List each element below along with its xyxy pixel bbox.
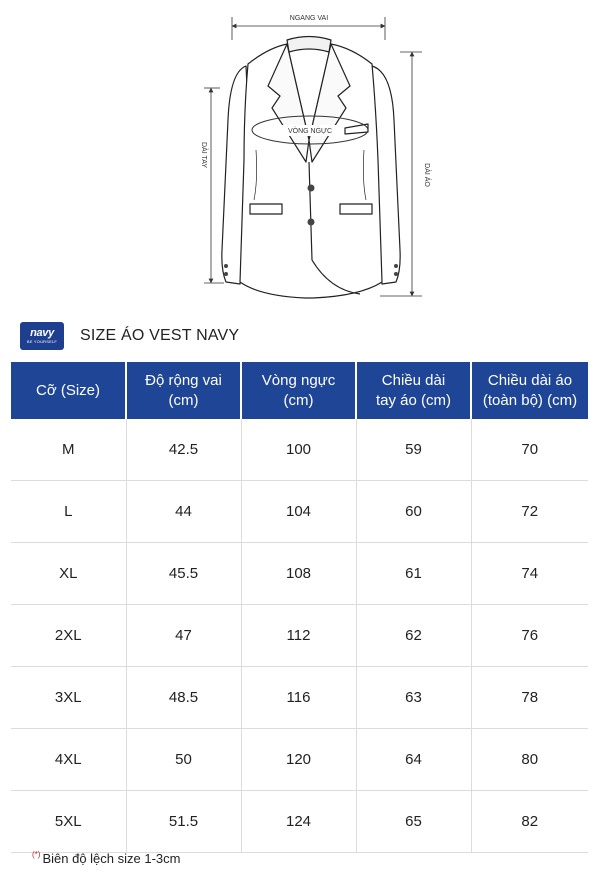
cell-chest: 120 xyxy=(241,729,356,791)
cell-length: 70 xyxy=(521,441,539,458)
cell-size: 2XL xyxy=(11,605,126,667)
header-length-line1: Chiều dài áo xyxy=(487,371,573,389)
sleeve-length-arrow xyxy=(204,88,224,283)
cell-sleeve: 65 xyxy=(356,791,471,853)
header-chest xyxy=(241,362,356,419)
cell-chest: 108 xyxy=(241,543,356,605)
header-size xyxy=(11,362,126,419)
cell-sleeve: 62 xyxy=(356,605,471,667)
cell-shoulder: 45.5 xyxy=(126,543,241,605)
cell-size: L xyxy=(11,481,126,543)
cell-shoulder: 50 xyxy=(126,729,241,791)
header-chest-line1: Vòng ngực xyxy=(261,371,336,389)
cell-chest: 100 xyxy=(241,419,356,481)
header-sleeve-line2: tay áo (cm) xyxy=(375,391,451,409)
shoulder-width-label: NGANG VAI xyxy=(289,15,329,22)
cell-chest: 104 xyxy=(241,481,356,543)
header-sleeve xyxy=(356,362,471,419)
footnote-marker: (*) xyxy=(32,850,41,859)
cell-sleeve: 63 xyxy=(356,667,471,729)
header-shoulder-line1: Độ rộng vai xyxy=(145,371,222,389)
vest-illustration xyxy=(222,37,400,299)
logo-slogan: BE YOURSELF xyxy=(26,339,58,344)
table-row xyxy=(11,419,588,481)
cell-shoulder: 44 xyxy=(126,481,241,543)
cell-shoulder: 42.5 xyxy=(126,419,241,481)
cell-chest: 116 xyxy=(241,667,356,729)
table-row xyxy=(11,729,588,791)
brand-heading xyxy=(20,320,580,352)
cell-length: 76 xyxy=(471,605,588,667)
cell-shoulder: 51.5 xyxy=(126,791,241,853)
table-row xyxy=(11,481,588,543)
cell-size: 4XL xyxy=(11,729,126,791)
header-sleeve-line1: Chiều dài xyxy=(381,371,446,389)
cell-shoulder: 47 xyxy=(126,605,241,667)
cell-size: XL xyxy=(11,543,126,605)
table-row xyxy=(11,791,588,853)
logo-wordmark: navy xyxy=(30,327,54,339)
cell-length: 78 xyxy=(471,667,588,729)
cell-length: 74 xyxy=(471,543,588,605)
cell-length: 80 xyxy=(471,729,588,791)
cell-size: M xyxy=(11,419,126,481)
table-row xyxy=(11,605,588,667)
cell-size: 3XL xyxy=(11,667,126,729)
navy-logo xyxy=(20,322,64,350)
cell-sleeve: 61 xyxy=(356,543,471,605)
header-length-line2: (toàn bộ) (cm) xyxy=(482,391,578,409)
table-header-row xyxy=(11,362,588,419)
cell-length: 82 xyxy=(471,791,588,853)
header-length xyxy=(471,362,588,419)
cell-length: 72 xyxy=(471,481,588,543)
sleeve-length-label: DÀI TAY xyxy=(200,141,207,169)
footnote-text: Biên độ lệch size 1-3cm xyxy=(42,851,181,866)
vest-measurement-diagram xyxy=(0,0,600,310)
size-table xyxy=(11,362,588,853)
cell-sleeve: 60 xyxy=(356,481,471,543)
cell-chest: 124 xyxy=(241,791,356,853)
cell-sleeve: 59 xyxy=(356,419,471,481)
cell-sleeve: 64 xyxy=(356,729,471,791)
header-chest-line2: (cm) xyxy=(283,391,314,409)
table-row xyxy=(11,667,588,729)
body-length-label: DÀI ÁO xyxy=(423,163,430,187)
chest-label: VÒNG NGỰC xyxy=(287,128,333,135)
header-shoulder-line2: (cm) xyxy=(168,391,199,409)
cell-size: 5XL xyxy=(11,791,126,853)
cell-shoulder: 48.5 xyxy=(126,667,241,729)
header-shoulder xyxy=(126,362,241,419)
header-size-line1: Cỡ (Size) xyxy=(35,381,100,399)
size-tolerance-note xyxy=(32,850,180,866)
page-title: SIZE ÁO VEST NAVY xyxy=(80,327,240,344)
cell-chest: 112 xyxy=(241,605,356,667)
table-row xyxy=(11,543,588,605)
